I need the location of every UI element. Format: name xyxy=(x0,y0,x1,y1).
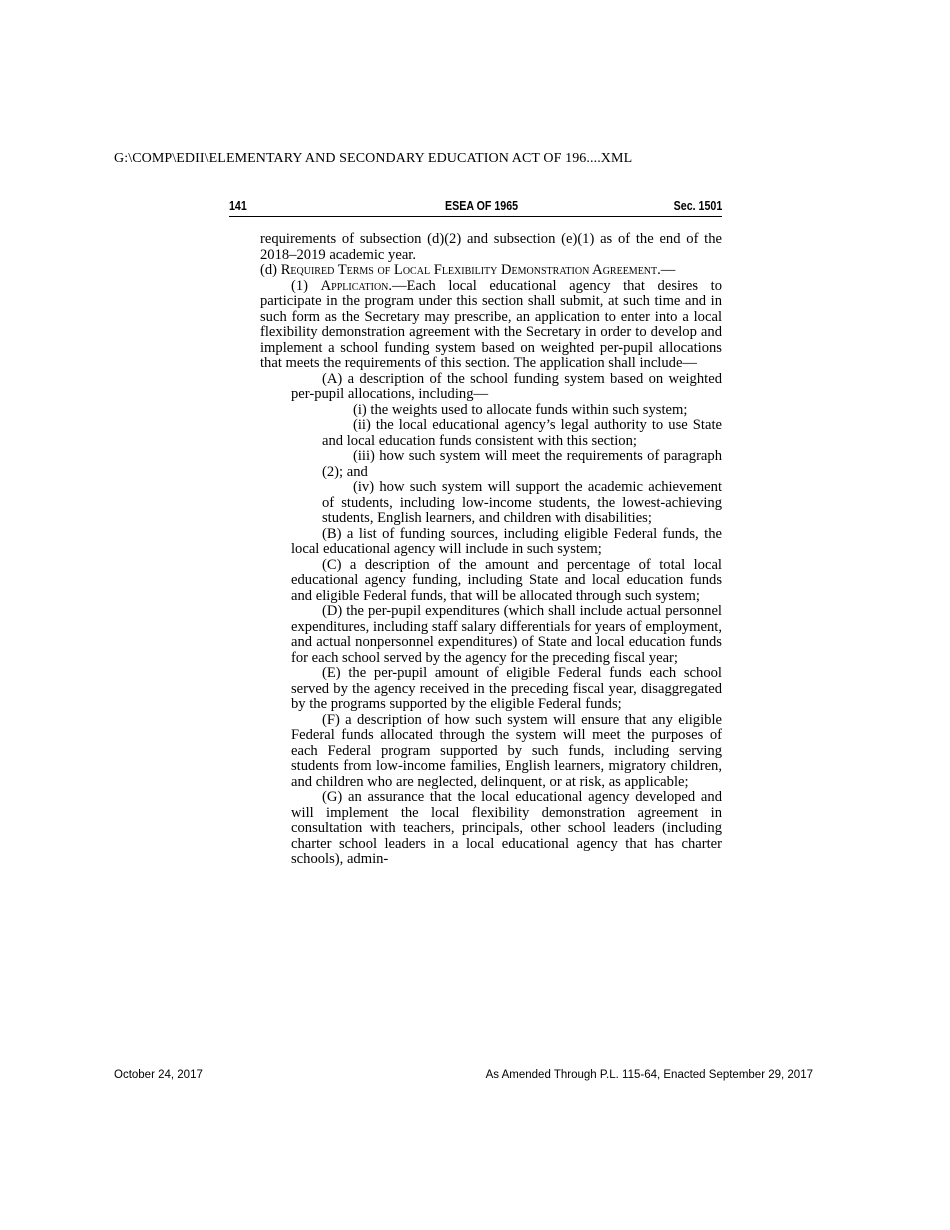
running-title: ESEA OF 1965 xyxy=(444,198,518,213)
subparagraph-C: (C) a description of the amount and percentage of total local educational agency funding, including State and local education funds and eligible Federal funds, that will be allocated through such system; xyxy=(291,556,722,604)
file-path: G:\COMP\EDII\ELEMENTARY AND SECONDARY EDUCATION ACT OF 196....XML xyxy=(114,151,633,166)
clause-iii: (iii) how such system will meet the requirements of paragraph (2); and xyxy=(322,448,722,480)
paragraph-1-heading: Application. xyxy=(320,277,393,294)
subparagraph-G: (G) an assurance that the local educational agency developed and will implement the local flexibility demonstration agreement in consultation with teachers, principals, other school leaders (including charter school leaders in a local educational agency that has charter schools), admin- xyxy=(291,789,722,867)
clause-iv: (iv) how such system will support the academic achievement of students, including low-income students, the lowest-achieving students, English learners, and children with disabilities; xyxy=(322,479,722,526)
subparagraph-E: (E) the per-pupil amount of eligible Federal funds each school served by the agency received in the preceding fiscal year, disaggregated by the programs supported by the eligible Federal funds; xyxy=(291,665,722,712)
subparagraph-D: (D) the per-pupil expenditures (which shall include actual personnel expenditures, including staff salary differentials for years of employment, and actual nonpersonnel expenditures) of State and local education funds for each school served by the agency for the preceding fiscal year; xyxy=(291,603,722,666)
footer-amended-note: As Amended Through P.L. 115-64, Enacted September 29, 2017 xyxy=(485,1069,813,1081)
section-number: Sec. 1501 xyxy=(673,198,722,213)
subsection-d-heading xyxy=(229,263,722,279)
statute-text xyxy=(229,232,722,868)
subsection-d-label: (d) xyxy=(260,262,278,278)
paragraph-1-text: —Each local educational agency that desires to participate in the program under this section shall submit, at such time and in such form as the Secretary may prescribe, an application to enter into a local flexibility demonstration agreement with the Secretary in order to develop and implement a school funding system based on weighted per-pupil allocations that meets the requirements of this section. The application shall include— xyxy=(260,277,722,371)
continuation-paragraph: requirements of subsection (d)(2) and subsection (e)(1) as of the end of the 2018–2019 academic year. xyxy=(260,231,722,263)
subparagraph-A: (A) a description of the school funding system based on weighted per-pupil allocations, including— xyxy=(291,370,722,402)
footer-date: October 24, 2017 xyxy=(114,1069,203,1081)
paragraph-1-label: (1) xyxy=(291,277,309,294)
subparagraph-F: (F) a description of how such system will ensure that any eligible Federal funds allocated through the system will meet the purposes of each Federal program supported by such funds, including serving students from low-income families, English learners, migratory children, and children who are neglected, delinquent, or at risk, as applicable; xyxy=(291,711,722,790)
running-head xyxy=(229,198,722,217)
clause-ii: (ii) the local educational agency’s legal authority to use State and local education funds consistent with this section; xyxy=(322,417,722,449)
subparagraph-B: (B) a list of funding sources, including eligible Federal funds, the local educational agency will include in such system; xyxy=(291,525,722,557)
clause-i: (i) the weights used to allocate funds within such system; xyxy=(353,401,688,418)
paragraph-1 xyxy=(229,279,722,372)
subsection-d-title: Required Terms of Local Flexibility Demonstration Agreement.— xyxy=(280,262,676,278)
page-number: 141 xyxy=(229,198,247,213)
